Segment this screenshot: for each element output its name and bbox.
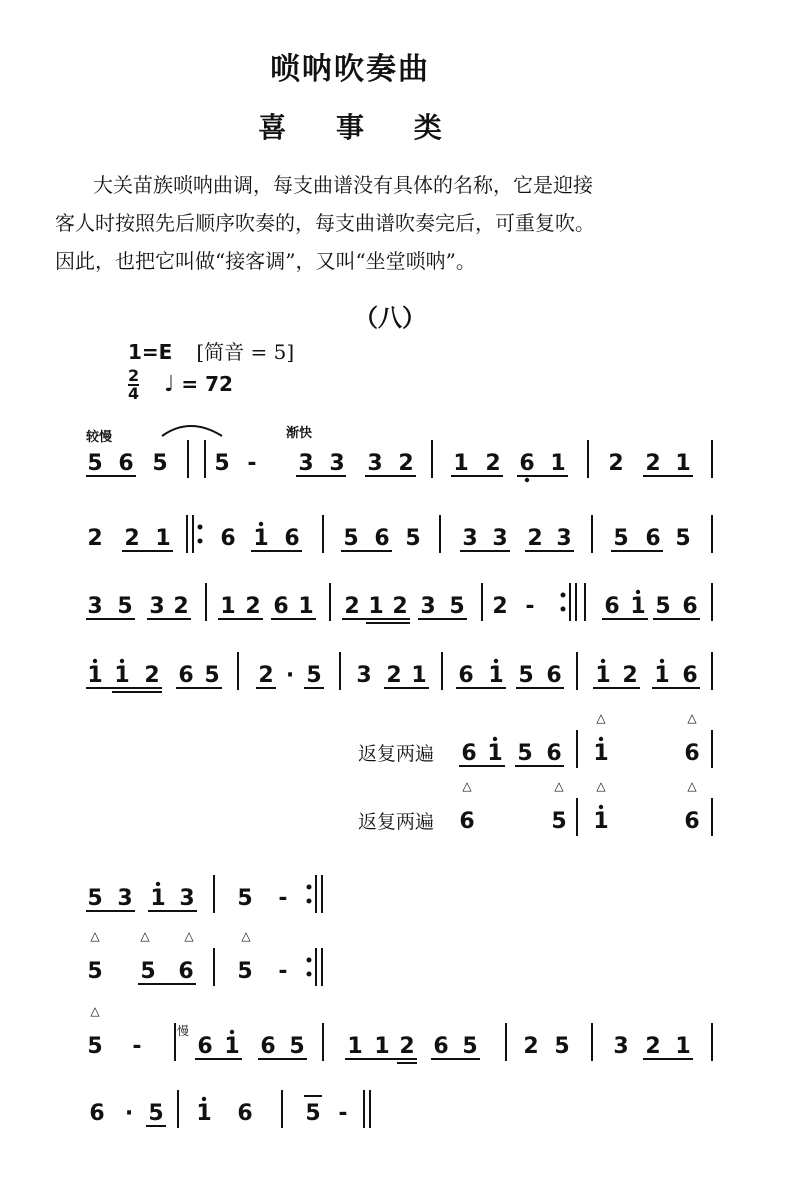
score-note: 5 — [305, 1101, 321, 1126]
score-note: 2 — [144, 663, 160, 688]
score-note: 6 — [374, 526, 390, 551]
score-note: 1 — [675, 1034, 691, 1059]
score-note: 2 — [386, 663, 402, 688]
score-note: 1 — [374, 1034, 390, 1059]
category-subtitle: 喜 事 类 — [258, 111, 462, 144]
score-note: 6 — [284, 526, 300, 551]
score-note: 5 — [87, 1034, 103, 1059]
score-note: - — [525, 594, 535, 619]
score-note: 1 — [630, 594, 646, 619]
score-note: 1 — [675, 451, 691, 476]
score-note: 2 — [245, 594, 261, 619]
score-note: 5 — [87, 886, 103, 911]
score-note: 3 — [117, 886, 133, 911]
score-note: 6 — [682, 663, 698, 688]
repeat-dot — [561, 607, 566, 612]
score-note: 2 — [392, 594, 408, 619]
repeat-dot — [307, 972, 312, 977]
accent-mark: △ — [241, 929, 251, 943]
score-note: 6 — [546, 741, 562, 766]
score-note: - — [132, 1034, 142, 1059]
score-note: 5 — [462, 1034, 478, 1059]
score-note: 6 — [220, 526, 236, 551]
score-note: 6 — [178, 663, 194, 688]
score-note: 1 — [114, 663, 130, 688]
score-note: 2 — [173, 594, 189, 619]
score-note: 5 — [204, 663, 220, 688]
repeat-dot — [561, 593, 566, 598]
score-note: 6 — [459, 809, 475, 834]
score-note: 5 — [613, 526, 629, 551]
octave-dot-high — [156, 882, 160, 886]
repeat-dot — [198, 539, 203, 544]
score-note: 3 — [356, 663, 372, 688]
score-note: 1 — [593, 741, 609, 766]
score-note: 6 — [604, 594, 620, 619]
octave-dot-high — [599, 737, 603, 741]
tempo-term-slow: 慢 — [177, 1024, 190, 1038]
score-note: 5 — [87, 451, 103, 476]
score-note: 2 — [124, 526, 140, 551]
score-note: 1 — [453, 451, 469, 476]
score-note: - — [338, 1101, 348, 1126]
score-note: - — [278, 886, 288, 911]
score-note: 6 — [645, 526, 661, 551]
tempo-value: = 72 — [181, 372, 233, 396]
score-note: 3 — [179, 886, 195, 911]
intro-line: 因此，也把它叫做“接客调”，又叫“坐堂唢呐”。 — [55, 249, 476, 273]
accent-mark: △ — [596, 711, 606, 725]
intro-line: 大关苗族唢呐曲调，每支曲谱没有具体的名称，它是迎接 — [93, 173, 593, 197]
meter-bottom: 4 — [128, 384, 140, 403]
accent-mark: △ — [687, 711, 697, 725]
meter-top: 2 — [128, 366, 140, 385]
score-note: - — [247, 451, 257, 476]
score-note: 5 — [655, 594, 671, 619]
score-note: 6 — [519, 451, 535, 476]
score-note: - — [278, 959, 288, 984]
octave-dot-low — [525, 478, 529, 482]
score-note: 2 — [645, 451, 661, 476]
score-note: 3 — [87, 594, 103, 619]
score-note: 1 — [298, 594, 314, 619]
accent-mark: △ — [184, 929, 194, 943]
score-note: 1 — [253, 526, 269, 551]
repeat-dot — [198, 525, 203, 530]
score-note: 1 — [411, 663, 427, 688]
accent-mark: △ — [90, 929, 100, 943]
score-note: 2 — [608, 451, 624, 476]
score-note: 6 — [684, 741, 700, 766]
repeat-twice-label: 返复两遍 — [358, 743, 435, 765]
score-note: 5 — [152, 451, 168, 476]
score-note: 5 — [405, 526, 421, 551]
score-note: 2 — [622, 663, 638, 688]
repeat-dot — [307, 899, 312, 904]
score-note: 5 — [343, 526, 359, 551]
score-note: 5 — [117, 594, 133, 619]
score-note: 1 — [488, 663, 504, 688]
repeat-twice-label: 返复两遍 — [358, 811, 435, 833]
accent-mark: △ — [687, 779, 697, 793]
score-note: 6 — [118, 451, 134, 476]
score-note: 3 — [462, 526, 478, 551]
score-note: 6 — [260, 1034, 276, 1059]
repeat-dot — [307, 885, 312, 890]
repeat-dot — [307, 958, 312, 963]
score-note: 1 — [220, 594, 236, 619]
score-note: 5 — [551, 809, 567, 834]
score-note: 1 — [224, 1034, 240, 1059]
score-note: 5 — [237, 886, 253, 911]
score-note: 3 — [329, 451, 345, 476]
score-note: 5 — [449, 594, 465, 619]
score-note: 3 — [613, 1034, 629, 1059]
score-note: 1 — [87, 663, 103, 688]
score-note: 5 — [675, 526, 691, 551]
octave-dot-high — [494, 659, 498, 663]
score-note: 3 — [149, 594, 165, 619]
accent-mark: △ — [596, 779, 606, 793]
score-note: 5 — [237, 959, 253, 984]
score-note: 2 — [87, 526, 103, 551]
score-note: 1 — [150, 886, 166, 911]
accent-mark: △ — [140, 929, 150, 943]
slur-arc — [162, 426, 222, 436]
intro-line: 客人时按照先后顺序吹奏的，每支曲谱吹奏完后，可重复吹。 — [55, 211, 595, 235]
score-note: 1 — [654, 663, 670, 688]
accent-mark: △ — [462, 779, 472, 793]
score-note: 3 — [367, 451, 383, 476]
tempo-term-slower: 较慢 — [86, 430, 113, 445]
score-note: · — [285, 663, 295, 688]
octave-dot-high — [202, 1097, 206, 1101]
score-note: 5 — [140, 959, 156, 984]
score-note: 6 — [461, 741, 477, 766]
score-note: 2 — [258, 663, 274, 688]
score-note: 3 — [556, 526, 572, 551]
score-note: 2 — [485, 451, 501, 476]
page-title: 唢呐吹奏曲 — [270, 52, 430, 87]
score-note: 2 — [527, 526, 543, 551]
score-note: 5 — [148, 1101, 164, 1126]
score-note: 2 — [523, 1034, 539, 1059]
score-note: 1 — [196, 1101, 212, 1126]
score-note: 1 — [347, 1034, 363, 1059]
score-note: 1 — [550, 451, 566, 476]
score-note: 6 — [89, 1101, 105, 1126]
octave-dot-high — [599, 805, 603, 809]
score-note: 2 — [492, 594, 508, 619]
score-note: 6 — [458, 663, 474, 688]
score-note: 2 — [645, 1034, 661, 1059]
score-note: 6 — [237, 1101, 253, 1126]
tuning-note: [简音 = 5] — [196, 340, 295, 364]
score-note: 5 — [87, 959, 103, 984]
score-note: 5 — [214, 451, 230, 476]
section-number: （八） — [354, 304, 426, 332]
score-note: 3 — [492, 526, 508, 551]
octave-dot-high — [493, 737, 497, 741]
accent-mark: △ — [90, 1004, 100, 1018]
score-note: 5 — [289, 1034, 305, 1059]
score-note: · — [124, 1101, 134, 1126]
octave-dot-high — [230, 1030, 234, 1034]
score-note: 5 — [518, 663, 534, 688]
score-note: 2 — [344, 594, 360, 619]
octave-dot-high — [93, 659, 97, 663]
score-note: 1 — [487, 741, 503, 766]
score-note: 1 — [155, 526, 171, 551]
score-note: 6 — [546, 663, 562, 688]
score-note: 6 — [273, 594, 289, 619]
score-note: 2 — [398, 451, 414, 476]
score-note: 6 — [197, 1034, 213, 1059]
quarter-note-icon: ♩ — [164, 372, 175, 397]
score-note: 1 — [593, 809, 609, 834]
score-note: 3 — [420, 594, 436, 619]
tempo-term-accel: 渐快 — [286, 426, 313, 441]
score-note: 1 — [368, 594, 384, 619]
score-note: 5 — [306, 663, 322, 688]
accent-mark: △ — [554, 779, 564, 793]
octave-dot-high — [660, 659, 664, 663]
score-note: 3 — [298, 451, 314, 476]
score-note: 1 — [595, 663, 611, 688]
score-note: 6 — [682, 594, 698, 619]
octave-dot-high — [601, 659, 605, 663]
score-note: 6 — [433, 1034, 449, 1059]
score-note: 6 — [684, 809, 700, 834]
octave-dot-high — [636, 590, 640, 594]
key-value: 1=E — [128, 340, 173, 364]
score-note: 5 — [517, 741, 533, 766]
score-note: 5 — [554, 1034, 570, 1059]
score-note: 2 — [399, 1034, 415, 1059]
score-note: 6 — [178, 959, 194, 984]
octave-dot-high — [259, 522, 263, 526]
octave-dot-high — [120, 659, 124, 663]
